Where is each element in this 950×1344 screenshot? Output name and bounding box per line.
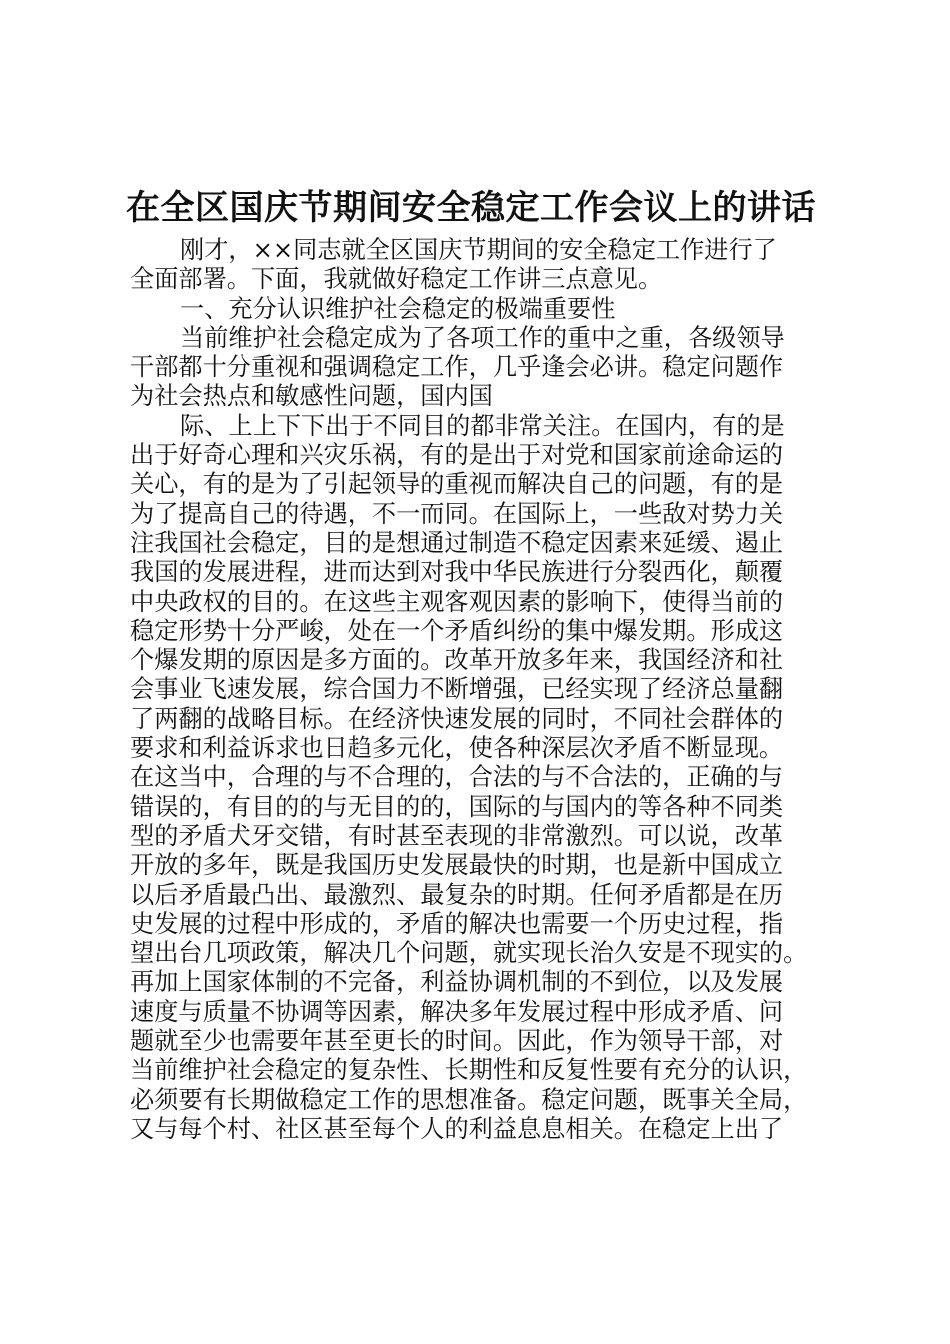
text-line: 速度与质量不协调等因素，解决多年发展过程中形成矛盾、问 xyxy=(130,997,784,1026)
text-line: 出于好奇心理和兴灾乐祸，有的是出于对党和国家前途命运的 xyxy=(130,441,784,470)
paragraph-1 xyxy=(130,236,835,295)
text-line: 必须要有长期做稳定工作的思想准备。稳定问题，既事关全局， xyxy=(130,1085,808,1114)
text-line: 在这当中，合理的与不合理的，合法的与不合法的，正确的与 xyxy=(130,763,784,792)
paragraph-3 xyxy=(130,412,835,1144)
text-line: 全面部署。下面，我就做好稳定工作讲三点意见。 xyxy=(130,265,663,294)
text-line: 我国的发展进程，进而达到对我中华民族进行分裂西化，颠覆 xyxy=(130,558,784,587)
text-line: 望出台几项政策，解决几个问题，就实现长治久安是不现实的。 xyxy=(130,939,808,968)
text-line: 再加上国家体制的不完备，利益协调机制的不到位，以及发展 xyxy=(130,968,784,997)
text-line: 了两翻的战略目标。在经济快速发展的同时，不同社会群体的 xyxy=(130,704,784,733)
document-body xyxy=(130,236,835,1144)
text-line: 以后矛盾最凸出、最激烈、最复杂的时期。任何矛盾都是在历 xyxy=(130,880,784,909)
text-line: 题就至少也需要年甚至更长的时间。因此，作为领导干部，对 xyxy=(130,1027,784,1056)
text-line: 要求和利益诉求也日趋多元化，使各种深层次矛盾不断显现。 xyxy=(130,734,784,763)
text-line: 错误的，有目的的与无目的的，国际的与国内的等各种不同类 xyxy=(130,792,784,821)
text-line: 为社会热点和敏感性问题，国内国 xyxy=(130,382,493,411)
text-line: 干部都十分重视和强调稳定工作，几乎逢会必讲。稳定问题作 xyxy=(130,353,784,382)
text-line: 当前维护社会稳定的复杂性、长期性和反复性要有充分的认识， xyxy=(130,1056,808,1085)
text-line: 型的矛盾犬牙交错，有时甚至表现的非常激烈。可以说，改革 xyxy=(130,821,784,850)
section-heading xyxy=(130,295,835,324)
text-line: 一、充分认识维护社会稳定的极端重要性 xyxy=(180,294,616,323)
text-line: 际、上上下下出于不同目的都非常关注。在国内，有的是 xyxy=(180,411,785,440)
text-line: 又与每个村、社区甚至每个人的利益息息相关。在稳定上出了 xyxy=(130,1114,784,1143)
text-line: 稳定形势十分严峻，处在一个矛盾纠纷的集中爆发期。形成这 xyxy=(130,616,784,645)
text-line: 关心，有的是为了引起领导的重视而解决自己的问题，有的是 xyxy=(130,470,784,499)
text-line: 中央政权的目的。在这些主观客观因素的影响下，使得当前的 xyxy=(130,587,784,616)
text-line: 为了提高自己的待遇，不一而同。在国际上，一些敌对势力关 xyxy=(130,499,784,528)
text-line: 个爆发期的原因是多方面的。改革开放多年来，我国经济和社 xyxy=(130,646,784,675)
text-line: 刚才，××同志就全区国庆节期间的安全稳定工作进行了 xyxy=(180,236,777,264)
text-line: 当前维护社会稳定成为了各项工作的重中之重，各级领导 xyxy=(180,323,785,352)
text-line: 开放的多年，既是我国历史发展最快的时期，也是新中国成立 xyxy=(130,851,784,880)
text-line: 注我国社会稳定，目的是想通过制造不稳定因素来延缓、遏止 xyxy=(130,528,784,557)
text-line: 史发展的过程中形成的，矛盾的解决也需要一个历史过程，指 xyxy=(130,909,784,938)
text-line: 会事业飞速发展，综合国力不断增强，已经实现了经济总量翻 xyxy=(130,675,784,704)
paragraph-2 xyxy=(130,324,835,412)
document-title: 在全区国庆节期间安全稳定工作会议上的讲话 xyxy=(126,188,816,228)
